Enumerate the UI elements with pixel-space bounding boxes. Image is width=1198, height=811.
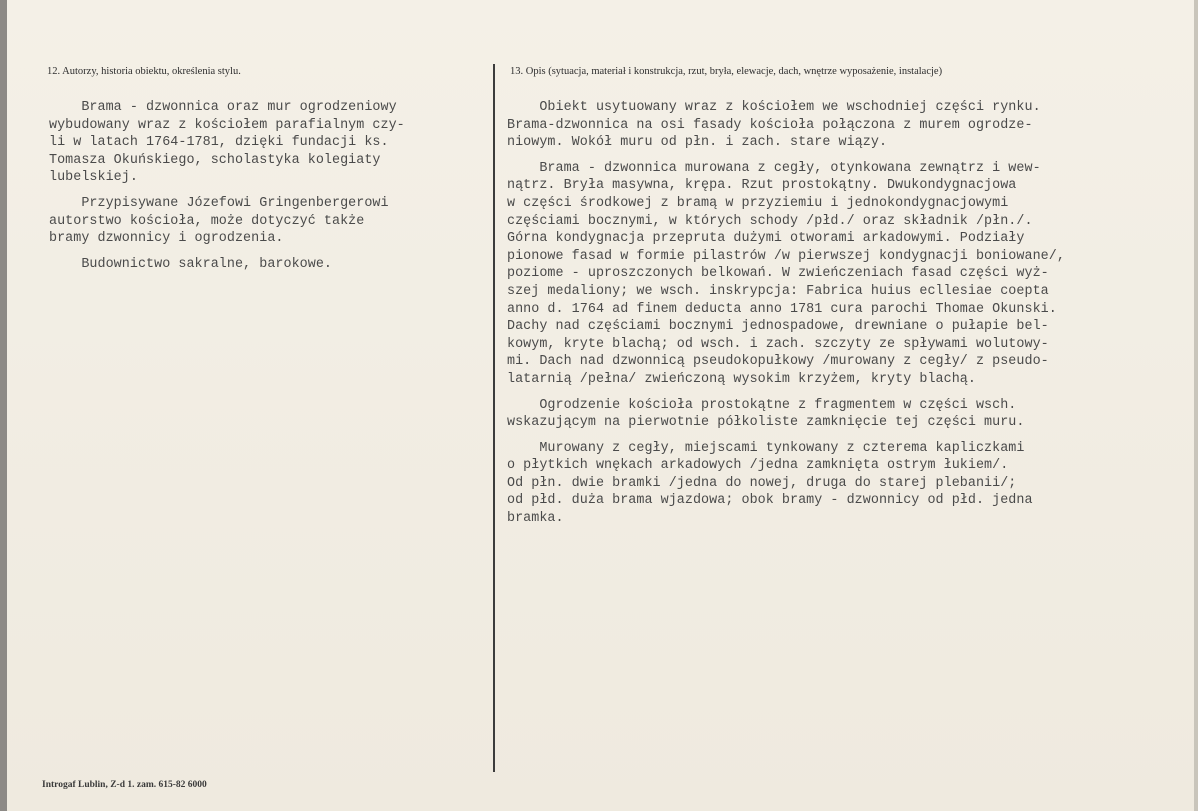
column-divider — [493, 64, 495, 772]
printer-imprint: Introgaf Lublin, Z-d 1. zam. 615-82 6000 — [42, 780, 207, 790]
page-edge-left — [0, 0, 7, 811]
paragraph: Przypisywane Józefowi Gringenbergerowi autorstwo kościoła, może dotyczyć także bramy dzwonnicy i ogrodzenia. — [49, 195, 389, 247]
paragraph: Murowany z cegły, miejscami tynkowany z czterema kapliczkami o płytkich wnękach arkadowych /jedna zamknięta ostrym łukiem/. Od płn. dwie bramki /jedna do nowej, druga do starej plebanii/; od płd. duża brama wjazdowa; obok bramy - dzwonnicy od płd. jedna bramka. — [507, 440, 1033, 527]
section-13-header: 13. Opis (sytuacja, materiał i konstrukcja, rzut, bryła, elewacje, dach, wnętrze wyposażenie, instalacje) — [510, 66, 943, 77]
paragraph: Ogrodzenie kościoła prostokątne z fragmentem w części wsch. wskazującym na pierwotnie półkoliste zamknięcie tej części muru. — [507, 397, 1025, 431]
section-12-header: 12. Autorzy, historia obiektu, określenia stylu. — [47, 66, 241, 77]
paragraph: Budownictwo sakralne, barokowe. — [49, 256, 332, 272]
paragraph: Brama - dzwonnica murowana z cegły, otynkowana zewnątrz i wew- nątrz. Bryła masywna, krępa. Rzut prostokątny. Dwukondygnacjowa w części środkowej z bramą w przyziemiu i jednokondygnacjowymi częściami bocznymi, w których schody /płd./ oraz składnik /płn./. Górna kondygnacja przepruta dużymi otworami arkadowymi. Podziały pionowe fasad w formie pilastrów /w pierwszej kondygnacji boniowane/, poziome - uproszczonych belkowań. W zwieńczeniach fasad części wyż- szej medaliony; we wsch. inskrypcja: Fabrica huius ecllesiae coepta anno d. 1764 ad finem deducta anno 1781 cura parochi Thomae Okunski. Dachy nad częściami bocznymi jednospadowe, drewniane o pułapie bel- kowym, kryte blachą; od wsch. i zach. szczyty ze spływami wolutowy- mi. Dach nad dzwonnicą pseudokopułkowy /murowany z cegły/ z pseudo- latarnią /pełna/ zwieńczoną wysokim krzyżem, kryty blachą. — [507, 160, 1065, 387]
paragraph: Obiekt usytuowany wraz z kościołem we wschodniej części rynku. Brama-dzwonnica na osi fasady kościoła połączona z murem ogrodze- niowym. Wokół muru od płn. i zach. stare wiązy. — [507, 100, 1041, 151]
section-13-text — [507, 99, 1195, 536]
section-12-text — [49, 99, 489, 281]
paragraph: Brama - dzwonnica oraz mur ogrodzeniowy wybudowany wraz z kościołem parafialnym czy- li w latach 1764-1781, dzięki fundacji ks. Tomasza Okuńskiego, scholastyka kolegiaty lubelskiej. — [49, 100, 405, 186]
